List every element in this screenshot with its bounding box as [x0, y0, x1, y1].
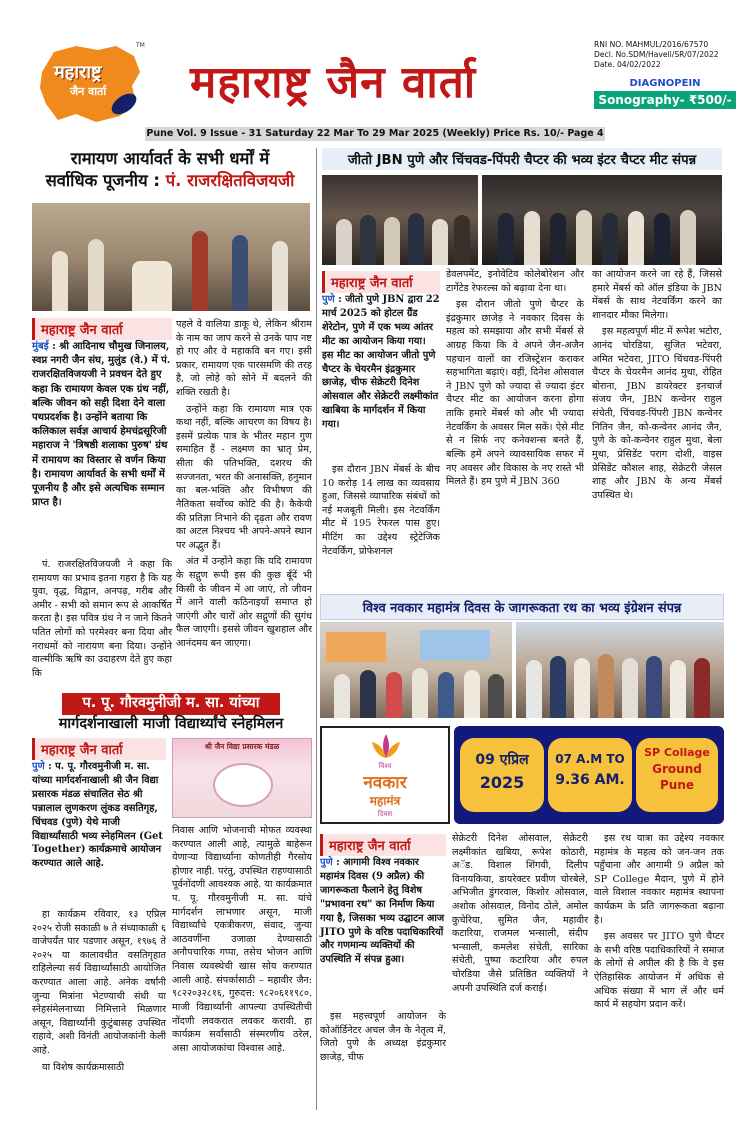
article1-para: अंत में उन्होंने कहा कि यदि रामायण के सद्गुण रूपी इस की कुछ बूँदें भी किसी के जीवन में आ जाएं, तो जीवन में आने वाली कठिनाइयाँ समाप्त हो जाएंगी और चारों ओर सद्गुणों की सुगंध फैल जाएगी। इससे जीवन खुशहाल और आनंदमय बन जाएगा। — [176, 556, 312, 650]
masthead-title: महाराष्ट्र जैन वार्ता — [190, 57, 477, 108]
article3-para: इस दौरान जीतो पुणे चैप्टर के इंद्रकुमार छाजेड़ ने नवकार दिवस के महत्व को समझाया और सभी मेंबर्स से आग्रह किया कि वे अपने जैन-अजैन पहचान वालों का रजिस्ट्रेशन कराकर सहभागिता बढ़ाएं। वहीं, दिनेश ओसवाल ने JBN पुणे को ज्यादा से ज्यादा इंटर चैप्टर मीट का आयोजन करना होगा ताकि हमारे मेंबर्स को और भी ज्यादा नेटवर्किंग के अवसर मिल सकें। ऐसे मीट से न सिर्फ नए कनेक्शन्स बनते हैं, बल्कि हमें अपने व्यावसायिक सफर में नए अवसर और विकास के नए रास्ते भी मिलते हैं। हम पुणे में JBN 360 — [446, 299, 584, 488]
article2-brand-label: महाराष्ट्र जैन वार्ता — [32, 738, 166, 760]
article4-photo-left — [320, 622, 512, 718]
event-date-line1: 09 एप्रिल — [475, 752, 529, 768]
event-venue-badge — [636, 738, 718, 812]
article1-brand-label: महाराष्ट्र जैन वार्ता — [32, 318, 172, 340]
article1-lead — [32, 340, 172, 510]
article1-headline-name: पं. राजरक्षितविजयजी — [165, 171, 295, 191]
article3-lead-place: पुणे — [322, 294, 335, 305]
ad-brand: DIAGNOPEIN — [629, 78, 701, 89]
article1-headline-text: सर्वाधिक पूजनीय : — [45, 171, 166, 191]
article4-lead-place: पुणे — [320, 857, 333, 868]
article1-para: पहले वे वालिया डाकू थे, लेकिन श्रीराम के नाम का जाप करने से उनके पाप नष्ट हो गए और वे महाकवि बन गए। इसी प्रकार, रामायण एक पारसमणि की तरह है, जो लोहे को सोने में बदलने की शक्ति रखती है। — [176, 319, 312, 399]
article2-headline-line2: मार्गदर्शनाखाली माजी विद्यार्थ्यांचे स्नेहमिलन — [58, 715, 284, 732]
article2-para: निवास आणि भोजनाची मोफत व्यवस्था करण्यात आली आहे, त्यामुळे बाहेरून येणाऱ्या विद्यार्थ्यांना कोणतीही गैरसोय होणार नाही. परंतु, उपस्थित राहण्यासाठी पूर्वनोंदणी आवश्यक आहे. या कार्यक्रमात प. पू. गौरवमुनीजी म. सा. यांचे मार्गदर्शन लाभणार असून, माजी विद्यार्थ्यांचे एकत्रीकरण, संवाद, जुन्या आठवणींना उजाळा देण्यासाठी अनौपचारिक गप्पा, तसेच भोजन आणि निवास व्यवस्थेची खास सोय करण्यात आली आहे. संपर्कासाठी – महावीर जैन: ९८२२०३२८१६, गुरुदत्त: ९८२०६११९८०. माजी विद्यार्थ्यांनी आपल्या उपस्थितीची नोंदणी लवकरात लवकर करावी. हा कार्यक्रम सर्वांसाठी संस्मरणीय ठरेल, असा आयोजकांचा विश्वास आहे. — [172, 825, 312, 1054]
navkar-logo-box — [320, 726, 450, 824]
event-time-line2: 9.36 AM. — [555, 772, 625, 788]
article2-lead-place: पुणे — [32, 761, 45, 772]
logo-word: महाराष्ट्र — [54, 62, 102, 83]
navkar-logo-sub: दिवस — [377, 810, 393, 818]
logo-sub: जैन वार्ता — [70, 85, 107, 98]
ad-offer: Sonography- ₹500/- — [594, 91, 736, 109]
article4-para: इस महत्त्वपूर्ण आयोजन के कोऑर्डिनेटर अचल जैन के नेतृत्व में, जितो पुणे के अध्यक्ष इंद्रकुमार छाजेड़, चीफ — [320, 1011, 446, 1063]
article4-para: इस रथ यात्रा का उद्देश्य नवकार महामंत्र के महत्व को जन-जन तक पहुँचाना और आगामी 9 अप्रैल को SP College मैदान, पुणे में होने वाले विशाल नवकार महामंत्र स्थापना कार्यक्रम के प्रति जागरूकता बढ़ाना है। — [594, 833, 724, 926]
event-time-line1: 07 A.M TO — [555, 752, 625, 766]
event-venue-line1: SP Collage — [644, 746, 710, 759]
article2-body-col1 — [32, 908, 166, 1077]
article2-lead-text: : प. पू. गौरवमुनीजी म. सा. यांच्या मार्गदर्शनाखाली श्री जैन विद्या प्रसारक मंडळ संचालित सेठ श्री पन्नालाल लुणकरण लुंकड वसतिगृह, चिंचवड (पुणे) येथे माजी विद्यार्थ्यांसाठी भव्य स्नेहमिलन (Get Together) कार्यक्रमाचे आयोजन करण्यात आले आहे. — [32, 761, 163, 870]
registration-date: Date. 04/02/2022 — [594, 59, 661, 69]
article2-banner — [172, 738, 312, 818]
article3-lead-text: : जीतो पुणे JBN द्वारा 22 मार्च 2025 को होटल ग्रैंड शेरेटोन, पुणे में एक भव्य आंतर मीट का आयोजन किया गया। इस मीट का आयोजन जीतो पुणे चैप्टर के चेयरमैन इंद्रकुमार छाजेड़, चीफ सेक्रेटरी दिनेश ओसवाल और सेक्रेटरी लक्ष्मीकांत खाबिया के मार्गदर्शन में किया गया। — [322, 294, 440, 431]
article4-lead-text: : आगामी विश्व नवकार महामंत्र दिवस (9 अप्रैल) की जागरूकता फैलाने हेतु विशेष "प्रभावना रथ" का निर्माण किया गया है, जिसका भव्य उद्घाटन आज JITO पुणे के वरिष्ठ पदाधिकारियों और गणमान्य व्यक्तियों की उपस्थिति में संपन्न हुआ। — [320, 857, 445, 966]
article4-para: इस अवसर पर JITO पुणे चैप्टर के सभी वरिष्ठ पदाधिकारियों ने समाज के लोगों से अपील की है कि वे इस ऐतिहासिक आयोजन में अधिक से अधिक संख्या में भाग लें और धर्म कार्य में सहयोग प्रदान करें। — [594, 931, 724, 1011]
article4-lead — [320, 856, 446, 967]
article4-body-col1 — [320, 1010, 446, 1067]
article4-para: सेक्रेटरी दिनेश ओसवाल, सेक्रेटरी लक्ष्मीकांत खबिया, रूपेश कोठारी, अॅड. विशाल शिंगवी, दिलीप विनायकिया, डायरेक्टर प्रवीण चोरबेले, अभिजीत डुंगरवाल, किशोर ओसवाल, अशोक ओसवाल, विनोद ठोले, अमोल कुचेरिया, सुमित जैन, महावीर कटारिया, राजमल भन्साली, संदीप भन्साली, कमलेश संचेती, सारिका संचेती, पुष्पा कटारिया और रुपल चोरडिया जैसे प्रतिष्ठित व्यक्तियों ने अपनी उपस्थिति दर्ज कराई। — [452, 833, 588, 994]
registration-info — [594, 40, 744, 70]
rni-number: RNI NO. MAHMUL/2016/67570 — [594, 40, 709, 49]
article1-para: उन्होंने कहा कि रामायण मात्र एक कथा नहीं, बल्कि आचरण का विषय है। इसमें प्रत्येक पात्र के भीतर महान गुण समाहित हैं - लक्ष्मण का भ्रातृ प्रेम, सीता की पतिभक्ति, दशरथ की सज्जनता, भरत की अनासक्ति, हनुमान का बल-भक्ति और विभीषण की नैतिकता सर्वोच्च कोटि की है। कैकेयी की प्रतिज्ञा निभाने की दृढ़ता और रावण का अटल निश्चय भी अपने-अपने स्थान पर अद्भुत हैं। — [176, 403, 312, 551]
article3-para: डेवलपमेंट, इनोवेटिव कोलेबोरेशन और टार्गेटेड रेफरल्स को बढ़ावा देना था। — [446, 269, 584, 294]
article3-brand-label: महाराष्ट्र जैन वार्ता — [322, 271, 440, 293]
article3-headline: जीतो JBN पुणे और चिंचवड-पिंपरी चैप्टर की भव्य इंटर चैप्टर मीट संपन्न — [322, 148, 722, 170]
navkar-logo-word: नवकार — [363, 773, 407, 793]
article1-lead-text: : श्री आदिनाथ चौमुख जिनालय, स्वप्न नगरी जैन संघ, मुलुंड (वे.) में पं. राजरक्षितविजयजी ने प्रवचन देते हुए कहा कि रामायण केवल एक ग्रंथ नहीं, बल्कि जीवन को सही दिशा देने वाला पथप्रदर्शक है। उन्होंने बताया कि कलिकाल सर्वज्ञ आचार्य हेमचंद्रसूरिजी महाराज ने 'त्रिषष्ठी शलाका पुरुष' ग्रंथ में रामायण का विस्तार से वर्णन किया है। रामायण आर्यावर्त के सभी धर्मों में पूजनीय है और इसे अत्यधिक सम्मान प्राप्त है। — [32, 341, 171, 509]
column-divider — [316, 148, 317, 1110]
article3-photo-right — [482, 175, 722, 265]
article4-body-col3 — [594, 832, 724, 1015]
article1-headline-line1: रामायण आर्यावर्त के सभी धर्मों में — [70, 149, 270, 168]
article2-banner-text: श्री जैन विद्या प्रसारक मंडळ — [204, 742, 280, 751]
article2-headline — [30, 693, 312, 734]
article3-lead — [322, 293, 440, 432]
article2-body-col2 — [172, 824, 312, 1058]
event-venue-line3: Pune — [659, 778, 695, 793]
event-date-line2: 2025 — [479, 773, 525, 792]
article1-body-col2 — [176, 318, 312, 654]
diagnopein-ad — [594, 78, 736, 112]
event-time-badge — [548, 738, 632, 812]
article2-para: हा कार्यक्रम रविवार, १३ एप्रिल २०२५ रोजी सकाळी ७ ते संध्याकाळी ६ वाजेपर्यंत पार पडणार असून, १९७६ ते २०२५ या कालावधीत वसतिगृहात राहिलेल्या सर्व विद्यार्थ्यांसाठी आयोजित करण्यात आला आहे. अनेक वर्षांनी जुन्या मित्रांना भेटण्याची संधी या स्नेहसंमेलनाच्या निमित्ताने मिळणार असून, विद्यार्थ्यांनी कुटुंबासह उपस्थित राहावे, अशी विनंती आयोजकांनी केली आहे. — [32, 909, 166, 1057]
article3-para: का आयोजन करने जा रहे हैं, जिससे हमारे मेंबर्स को ऑल इंडिया के JBN मेंबर्स के साथ नेटवर्किंग करने का शानदार मौका मिलेगा। — [592, 269, 722, 321]
article2-headline-line1: प. पू. गौरवमुनीजी म. सा. यांच्या — [62, 693, 280, 715]
navkar-logo-small: विश्व — [378, 762, 392, 770]
article1-photo — [32, 203, 310, 311]
article1-headline-line2 — [30, 170, 310, 192]
decl-number: Decl. No.SDM/Haveli/SR/07/2022 — [594, 49, 719, 59]
article4-photo-right — [516, 622, 724, 718]
article4-body-col2 — [452, 832, 588, 998]
article3-para: इस महत्वपूर्ण मीट में रूपेश भटोरा, आनंद चोरडिया, सुजित भटेवरा, अमित भटेवरा, JITO चिंचवड-पिंपरी चैप्टर के चेयरमैन आनंद मुथा, रोहित बोराना, JBN डायरेक्टर इनचार्ज संजय जैन, JBN कन्वेनर राहुल संचेती, चिंचवड-पिंपरी JBN कन्वेनर नितिन जैन, को-कन्वेनर आनंद जैन, पुणे के को-कन्वेनर राहुल मुथा, बेला मुथा, प्रेसिडेंट पराग दोशी, वाइस प्रेसिडेंट कौशल शाह, सेक्रेटरी जेसल शाह और JBN के अन्य मेंबर्स उपस्थित थे। — [592, 326, 722, 501]
article4-brand-label: महाराष्ट्र जैन वार्ता — [320, 834, 446, 856]
event-date-badge — [460, 738, 544, 812]
article3-body-col2 — [446, 268, 584, 492]
article4-headline: विश्व नवकार महामंत्र दिवस के जागरूकता रथ का भव्य इंग्रेशन संपन्न — [320, 594, 724, 620]
issue-bar: Pune Vol. 9 Issue - 31 Saturday 22 Mar To 29 Mar 2025 (Weekly) Price Rs. 10/- Page 4 — [146, 128, 604, 139]
article2-lead — [32, 760, 166, 871]
navkar-logo-word2: महामंत्र — [369, 794, 401, 808]
lotus-icon — [368, 732, 404, 760]
article3-body-col1 — [322, 463, 440, 561]
article3-body-col3 — [592, 268, 722, 505]
event-info-box — [454, 726, 724, 824]
article2-para: या विशेष कार्यक्रमासाठी — [42, 1061, 125, 1073]
article1-lead-place: मुंबई — [32, 341, 49, 352]
masthead-logo — [36, 42, 146, 128]
logo-tm: TM — [136, 42, 145, 49]
article3-para: इस दौरान JBN मेंबर्स के बीच 10 करोड़ 14 लाख का व्यवसाय हुआ, जिससे व्यापारिक संबंधों को नई मजबूती मिली। इस नेटवर्किंग मीट में 195 रेफरल पास हुए। मीटिंग का उद्देश्य स्ट्रेटेजिक नेटवर्किंग, प्रोफेशनल — [322, 464, 440, 557]
article3-photo-left — [322, 175, 478, 265]
event-venue-line2: Ground — [652, 761, 702, 776]
article1-para: पं. राजरक्षितविजयजी ने कहा कि रामायण का प्रभाव इतना गहरा है कि यह युवा, वृद्ध, विद्वान, अनपढ़, गरीब और अमीर - सभी को समान रूप से आकर्षित करता है। इस पवित्र ग्रंथ ने न जाने कितने पतित लोगों को परमेश्वर बना दिया और नराधमों को नारायण बना दिया। उन्होंने वाल्मीकि ऋषि का उदाहरण देते हुए कहा कि — [32, 559, 172, 679]
article1-headline — [30, 148, 310, 193]
article1-body-col1 — [32, 558, 172, 683]
